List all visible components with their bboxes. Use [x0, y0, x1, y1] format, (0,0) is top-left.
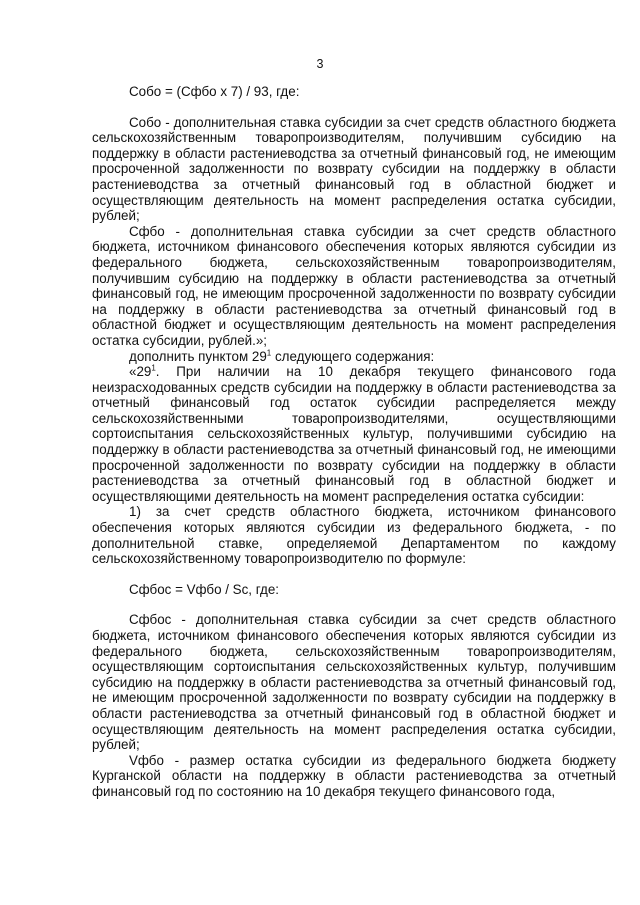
paragraph-sfbos-definition: Сфбос - дополнительная ставка субсидии за счет средств областного бюджета, источником финансового обеспечения которых являются субсидии из федерального бюджета, сельскохозяйственным товаропроизводителям, осуществляющим сортоиспытания сельскохозяйственных культур, получившим субсидию на поддержку в области растениеводства за отчетный финансовый год, не имеющим просроченной задолженности по возврату субсидии на поддержку в области растениеводства за отчетный финансовый год в областной бюджет и осуществляющим деятельность на момент распределения остатка субсидии, рублей;: [92, 612, 616, 753]
formula-sfbos: Сфбос = Vфбо / Sc, где:: [129, 581, 280, 597]
point-29-1-text: . При наличии на 10 декабря текущего финансового года неизрасходованных средств субсидии на поддержку в области растениеводства за отчетный финансовый год остаток субсидии распределяется между сельскохозяйственными товаропроизводителями, осуществляющими сортоиспытания сельскохозяйственных культур, получившими субсидию на поддержку в области растениеводства за отчетный финансовый год, не имеющими просроченной задолженности по возврату субсидии на поддержку в области растениеводства за отчетный финансовый год в областной бюджет и осуществляющими деятельность на момент распределения остатка субсидии:: [92, 364, 616, 504]
paragraph-vfbo-definition: Vфбо - размер остатка субсидии из федерального бюджета бюджету Курганской области на поддержку в области растениеводства за отчетный финансовый год по состоянию на 10 декабря текущего финансового года,: [92, 752, 616, 799]
paragraph-point-29-1: [92, 364, 616, 504]
add-point-superscript: 1: [266, 348, 272, 358]
add-point-text: дополнить пунктом 29: [129, 348, 267, 364]
paragraph-sobo-definition: Собо - дополнительная ставка субсидии за счет средств областного бюджета сельскохозяйственным товаропроизводителям, получившим субсидию на поддержку в области растениеводства за отчетный финансовый год, не имеющим просроченной задолженности по возврату субсидии на поддержку в области растениеводства за отчетный финансовый год в областной бюджет и осуществляющим деятельность на момент распределения остатка субсидии, рублей;: [92, 114, 616, 224]
point-29-1-superscript: 1: [151, 363, 156, 373]
page-number: 3: [316, 57, 324, 71]
point-29-1-number: «29: [129, 364, 152, 380]
paragraph-sfbo-definition: Сфбо - дополнительная ставка субсидии за счет средств областного бюджета, источником финансового обеспечения которых являются субсидии из федерального бюджета, сельскохозяйственным товаропроизводителям, получившим субсидию на поддержку в области растениеводства за отчетный финансовый год, не имеющим просроченной задолженности по возврату субсидии на поддержку в области растениеводства за отчетный финансовый год в областной бюджет и осуществляющим деятельность на момент распределения остатка субсидии, рублей.»;: [92, 223, 616, 348]
document-body: [92, 84, 616, 800]
paragraph-add-point: [92, 349, 616, 365]
paragraph-item-1: 1) за счет средств областного бюджета, источником финансового обеспечения которых являются субсидии из федерального бюджета, - по дополнительной ставке, определяемой Департаментом по каждому сельскохозяйственному товаропроизводителю по формуле:: [92, 504, 616, 567]
add-point-tail: следующего содержания:: [271, 348, 435, 364]
formula-sobo: Собо = (Сфбо х 7) / 93, где:: [129, 84, 300, 99]
